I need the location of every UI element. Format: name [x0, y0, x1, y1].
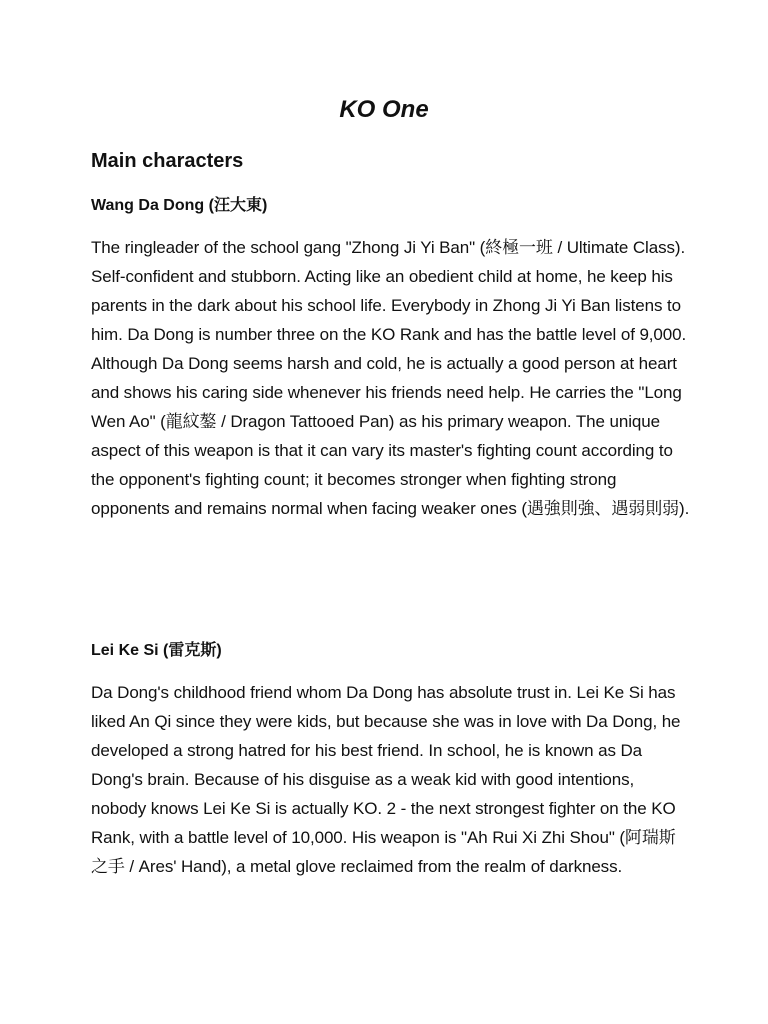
character-heading-wang-da-dong: Wang Da Dong (汪大東) [91, 197, 268, 214]
character-description-lei-ke-si: Da Dong's childhood friend whom Da Dong has absolute trust in. Lei Ke Si has liked An Qi since they were kids, but because she was in love with Da Dong, he developed a strong hatred for his best friend. In school, he is known as Da Dong's brain. Because of his disguise as a weak kid with good intentions, nobody knows Lei Ke Si is actually KO. 2 - the next strongest fighter on the KO Rank, with a battle level of 10,000. His weapon is "Ah Rui Xi Zhi Shou" (阿瑞斯之手 / Ares' Hand), a metal glove reclaimed from the realm of darkness. [91, 683, 681, 876]
character-description-wang-da-dong: The ringleader of the school gang "Zhong Ji Yi Ban" (終極一班 / Ultimate Class). Self-confident and stubborn. Acting like an obedient child at home, he keep his parents in the dark about his school life. Everybody in Zhong Ji Yi Ban listens to him. Da Dong is number three on the KO Rank and has the battle level of 9,000. Although Da Dong seems harsh and cold, he is actually a good person at heart and shows his caring side whenever his friends need help. He carries the "Long Wen Ao" (龍紋鏊 / Dragon Tattooed Pan) as his primary weapon. The unique aspect of this weapon is that it can vary its master's fighting count according to the opponent's fighting count; it becomes stronger when fighting strong opponents and remains normal when facing weaker ones (遇強則強、遇弱則弱). [91, 238, 690, 518]
section-heading-main-characters: Main characters [91, 150, 244, 172]
character-heading-lei-ke-si: Lei Ke Si (雷克斯) [91, 642, 222, 659]
document-title: KO One [339, 96, 429, 123]
